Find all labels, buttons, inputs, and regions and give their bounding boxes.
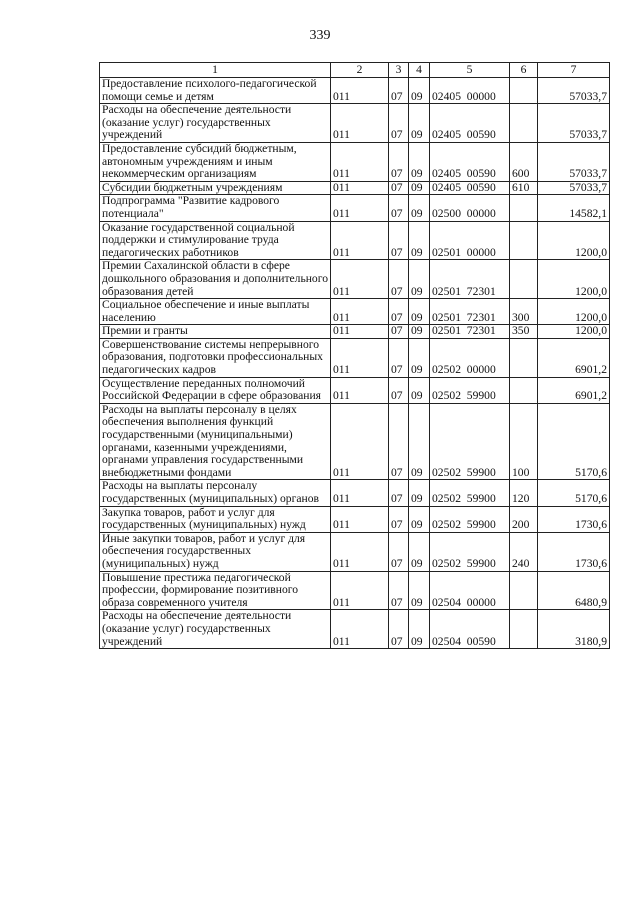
row-expense-type-code: 610 (510, 181, 538, 195)
row-expense-type-code (510, 104, 538, 143)
row-section-code: 07 (389, 338, 409, 377)
row-section-code: 07 (389, 325, 409, 339)
row-amount: 3180,9 (538, 610, 610, 649)
row-section-code: 07 (389, 377, 409, 403)
row-ministry-code: 011 (331, 260, 389, 299)
row-amount: 1730,6 (538, 532, 610, 571)
table-row (100, 480, 610, 506)
row-amount: 14582,1 (538, 195, 610, 221)
row-target-code: 02501 72301 (430, 299, 510, 325)
row-expense-type-code (510, 571, 538, 610)
row-expense-type-code: 200 (510, 506, 538, 532)
row-ministry-code: 011 (331, 506, 389, 532)
row-amount: 6901,2 (538, 338, 610, 377)
row-ministry-code: 011 (331, 610, 389, 649)
row-subsection-code: 09 (409, 299, 430, 325)
row-name: Оказание государственной социальной поддержки и стимулирование труда педагогических работников (100, 221, 331, 260)
row-amount: 57033,7 (538, 78, 610, 104)
row-expense-type-code: 120 (510, 480, 538, 506)
row-expense-type-code (510, 260, 538, 299)
row-target-code: 02502 00000 (430, 338, 510, 377)
header-col-5: 5 (430, 63, 510, 78)
row-ministry-code: 011 (331, 78, 389, 104)
row-target-code: 02405 00590 (430, 181, 510, 195)
table-row (100, 377, 610, 403)
row-subsection-code: 09 (409, 78, 430, 104)
row-amount: 6480,9 (538, 571, 610, 610)
row-target-code: 02405 00590 (430, 104, 510, 143)
table-row (100, 221, 610, 260)
row-subsection-code: 09 (409, 610, 430, 649)
table-row (100, 299, 610, 325)
row-name: Осуществление переданных полномочий Российской Федерации в сфере образования (100, 377, 331, 403)
row-name: Совершенствование системы непрерывного образования, подготовки профессиональных педагогических кадров (100, 338, 331, 377)
row-name: Субсидии бюджетным учреждениям (100, 181, 331, 195)
row-target-code: 02502 59900 (430, 506, 510, 532)
row-name: Расходы на выплаты персоналу государственных (муниципальных) органов (100, 480, 331, 506)
table-row (100, 506, 610, 532)
row-section-code: 07 (389, 403, 409, 480)
table-row (100, 195, 610, 221)
row-expense-type-code (510, 78, 538, 104)
row-ministry-code: 011 (331, 377, 389, 403)
table-row (100, 532, 610, 571)
row-subsection-code: 09 (409, 532, 430, 571)
row-expense-type-code (510, 195, 538, 221)
row-section-code: 07 (389, 532, 409, 571)
row-subsection-code: 09 (409, 338, 430, 377)
row-name: Иные закупки товаров, работ и услуг для обеспечения государственных (муниципальных) нужд (100, 532, 331, 571)
row-target-code: 02501 72301 (430, 260, 510, 299)
row-subsection-code: 09 (409, 181, 430, 195)
row-expense-type-code: 100 (510, 403, 538, 480)
row-subsection-code: 09 (409, 403, 430, 480)
row-section-code: 07 (389, 221, 409, 260)
row-name: Повышение престижа педагогической профессии, формирование позитивного образа современного учителя (100, 571, 331, 610)
row-ministry-code: 011 (331, 221, 389, 260)
row-amount: 5170,6 (538, 480, 610, 506)
row-amount: 5170,6 (538, 403, 610, 480)
row-expense-type-code (510, 610, 538, 649)
row-name: Предоставление психолого-педагогической помощи семье и детям (100, 78, 331, 104)
row-amount: 57033,7 (538, 104, 610, 143)
row-expense-type-code (510, 221, 538, 260)
row-name: Расходы на обеспечение деятельности (оказание услуг) государственных учреждений (100, 610, 331, 649)
row-target-code: 02501 00000 (430, 221, 510, 260)
budget-table (99, 62, 610, 649)
table-row (100, 260, 610, 299)
header-col-1: 1 (100, 63, 331, 78)
row-name: Подпрограмма "Развитие кадрового потенциала" (100, 195, 331, 221)
row-section-code: 07 (389, 78, 409, 104)
row-target-code: 02500 00000 (430, 195, 510, 221)
row-ministry-code: 011 (331, 532, 389, 571)
row-subsection-code: 09 (409, 480, 430, 506)
row-name: Предоставление субсидий бюджетным, автономным учреждениям и иным некоммерческим организациям (100, 142, 331, 181)
header-col-6: 6 (510, 63, 538, 78)
row-expense-type-code: 600 (510, 142, 538, 181)
table-row (100, 338, 610, 377)
row-section-code: 07 (389, 195, 409, 221)
row-name: Премии и гранты (100, 325, 331, 339)
row-expense-type-code: 350 (510, 325, 538, 339)
header-col-3: 3 (389, 63, 409, 78)
row-name: Закупка товаров, работ и услуг для государственных (муниципальных) нужд (100, 506, 331, 532)
row-name: Расходы на обеспечение деятельности (оказание услуг) государственных учреждений (100, 104, 331, 143)
row-expense-type-code: 240 (510, 532, 538, 571)
row-target-code: 02405 00590 (430, 142, 510, 181)
row-ministry-code: 011 (331, 299, 389, 325)
row-subsection-code: 09 (409, 142, 430, 181)
table-row (100, 142, 610, 181)
row-section-code: 07 (389, 260, 409, 299)
table-row (100, 325, 610, 339)
row-target-code: 02504 00000 (430, 571, 510, 610)
row-section-code: 07 (389, 610, 409, 649)
row-amount: 1730,6 (538, 506, 610, 532)
row-amount: 57033,7 (538, 142, 610, 181)
row-section-code: 07 (389, 571, 409, 610)
header-col-7: 7 (538, 63, 610, 78)
page-number: 339 (309, 28, 331, 43)
row-target-code: 02502 59900 (430, 532, 510, 571)
row-subsection-code: 09 (409, 506, 430, 532)
row-target-code: 02501 72301 (430, 325, 510, 339)
row-subsection-code: 09 (409, 195, 430, 221)
row-target-code: 02504 00590 (430, 610, 510, 649)
row-section-code: 07 (389, 299, 409, 325)
header-row (100, 63, 610, 78)
row-section-code: 07 (389, 480, 409, 506)
row-subsection-code: 09 (409, 260, 430, 299)
row-section-code: 07 (389, 104, 409, 143)
table-row (100, 403, 610, 480)
row-amount: 1200,0 (538, 221, 610, 260)
row-amount: 1200,0 (538, 299, 610, 325)
row-name: Расходы на выплаты персоналу в целях обеспечения выполнения функций государственными (муниципальными) органами, казенными учреждениями, органами управления государственными внебюджетными фондами (100, 403, 331, 480)
row-subsection-code: 09 (409, 377, 430, 403)
row-name: Социальное обеспечение и иные выплаты населению (100, 299, 331, 325)
row-ministry-code: 011 (331, 325, 389, 339)
row-ministry-code: 011 (331, 338, 389, 377)
row-ministry-code: 011 (331, 104, 389, 143)
table-body (100, 78, 610, 649)
row-section-code: 07 (389, 506, 409, 532)
row-expense-type-code (510, 377, 538, 403)
table-row (100, 181, 610, 195)
table-row (100, 104, 610, 143)
row-ministry-code: 011 (331, 195, 389, 221)
row-amount: 57033,7 (538, 181, 610, 195)
row-expense-type-code (510, 338, 538, 377)
row-target-code: 02502 59900 (430, 377, 510, 403)
row-name: Премии Сахалинской области в сфере дошкольного образования и дополнительного образования детей (100, 260, 331, 299)
table-row (100, 610, 610, 649)
row-subsection-code: 09 (409, 221, 430, 260)
row-amount: 1200,0 (538, 325, 610, 339)
header-col-4: 4 (409, 63, 430, 78)
row-amount: 1200,0 (538, 260, 610, 299)
row-expense-type-code: 300 (510, 299, 538, 325)
row-ministry-code: 011 (331, 181, 389, 195)
row-ministry-code: 011 (331, 571, 389, 610)
row-ministry-code: 011 (331, 480, 389, 506)
row-subsection-code: 09 (409, 571, 430, 610)
row-amount: 6901,2 (538, 377, 610, 403)
table-row (100, 571, 610, 610)
table-row (100, 78, 610, 104)
header-col-2: 2 (331, 63, 389, 78)
row-target-code: 02502 59900 (430, 480, 510, 506)
row-ministry-code: 011 (331, 403, 389, 480)
row-section-code: 07 (389, 181, 409, 195)
row-target-code: 02502 59900 (430, 403, 510, 480)
row-subsection-code: 09 (409, 104, 430, 143)
row-target-code: 02405 00000 (430, 78, 510, 104)
row-section-code: 07 (389, 142, 409, 181)
row-ministry-code: 011 (331, 142, 389, 181)
row-subsection-code: 09 (409, 325, 430, 339)
